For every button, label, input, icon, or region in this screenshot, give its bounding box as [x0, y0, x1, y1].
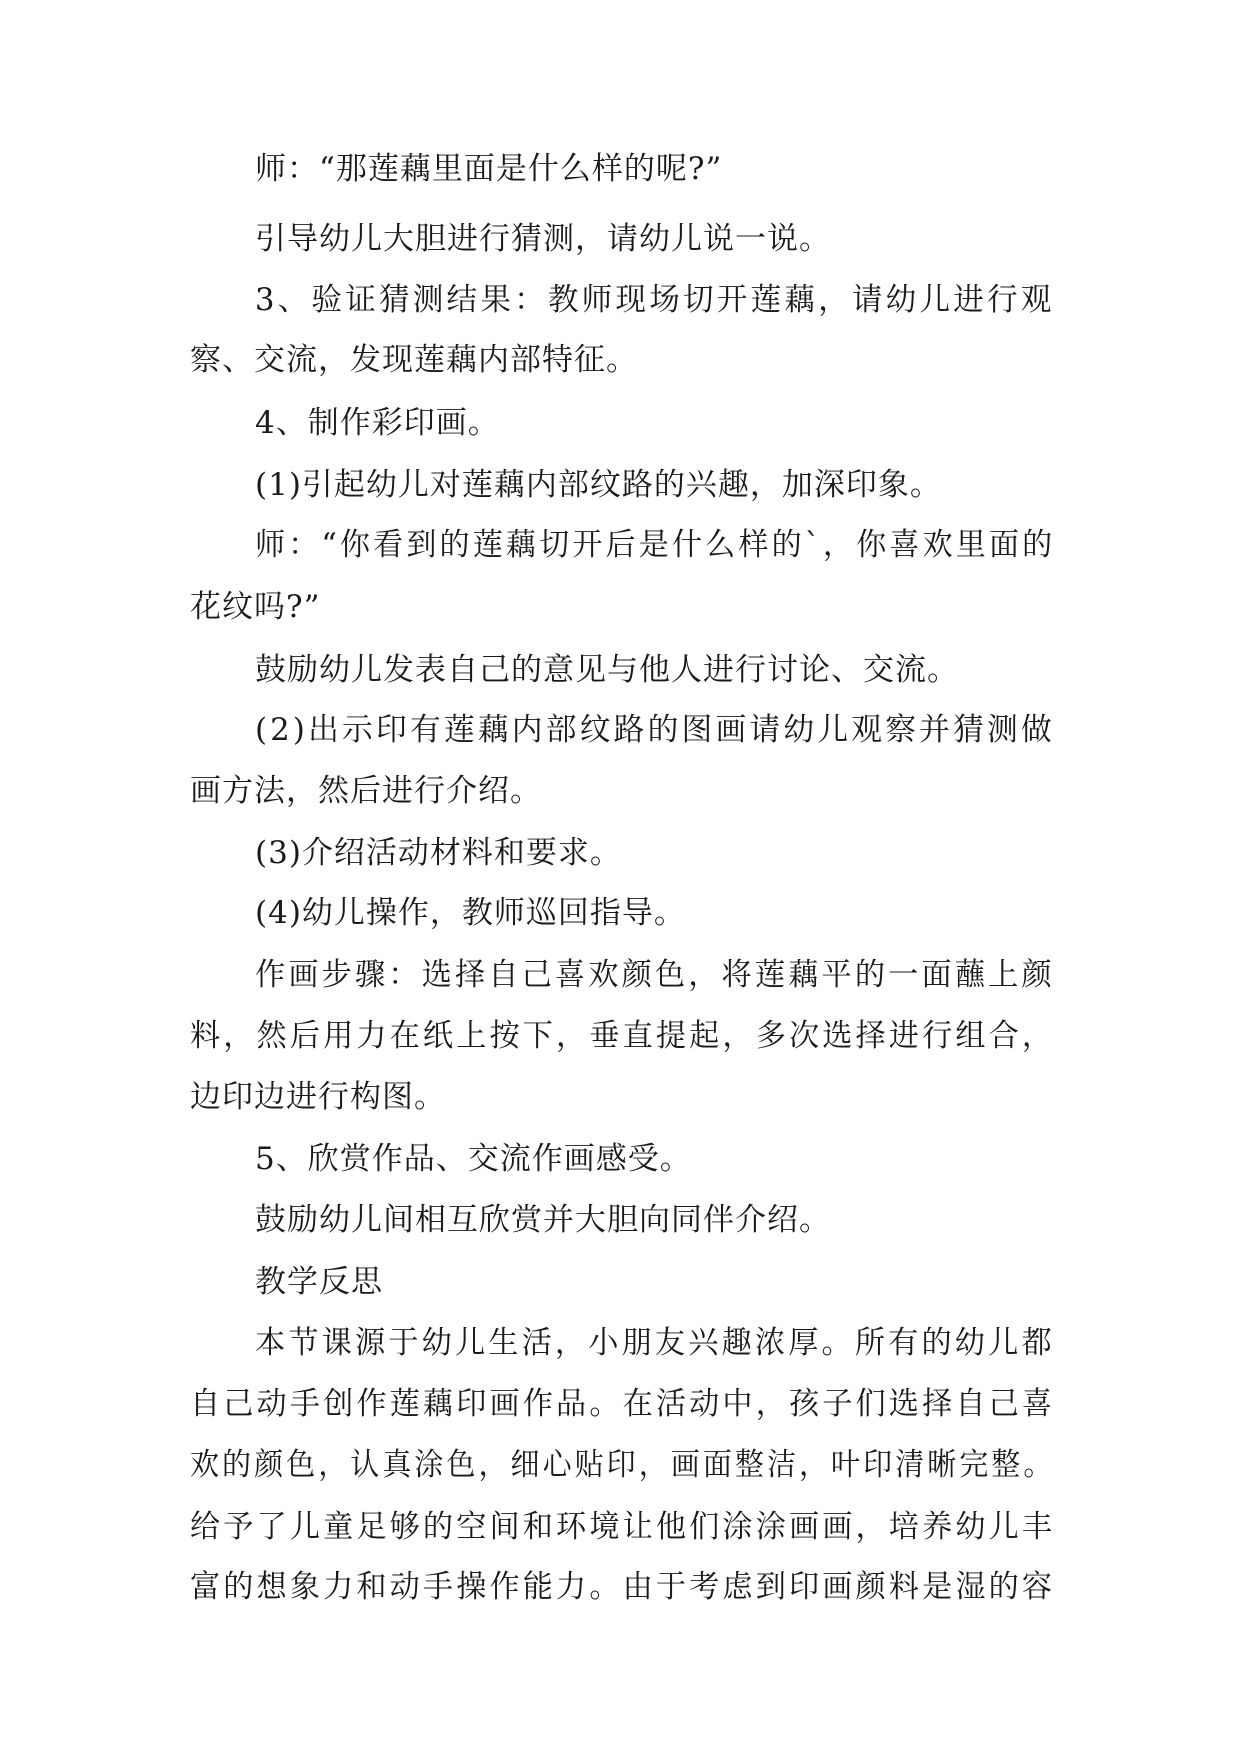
text-line: 4、制作彩印画。 — [255, 405, 500, 441]
text-line: 花纹吗?” — [190, 589, 321, 625]
text-line: (4)幼儿操作，教师巡回指导。 — [255, 895, 686, 931]
text-line: 鼓励幼儿间相互欣赏并大胆向同伴介绍。 — [255, 1202, 831, 1238]
text-line: 5、欣赏作品、交流作画感受。 — [255, 1141, 692, 1177]
text-line: 本节课源于幼儿生活，小朋友兴趣浓厚。所有的幼儿都 — [255, 1325, 1055, 1361]
text-line: 欢的颜色，认真涂色，细心贴印，画面整洁，叶印清晰完整。 — [190, 1447, 1056, 1483]
text-line: 3、验证猜测结果：教师现场切开莲藕，请幼儿进行观 — [255, 282, 1055, 318]
text-line: (3)介绍活动材料和要求。 — [255, 835, 622, 871]
text-line: 察、交流，发现莲藕内部特征。 — [190, 342, 638, 378]
text-line: 边印边进行构图。 — [190, 1079, 446, 1115]
text-line: 鼓励幼儿发表自己的意见与他人进行讨论、交流。 — [255, 652, 959, 688]
section-heading: 教学反思 — [255, 1264, 383, 1300]
text-line: 引导幼儿大胆进行猜测，请幼儿说一说。 — [255, 221, 831, 257]
text-line: (2)出示印有莲藕内部纹路的图画请幼儿观察并猜测做 — [255, 712, 1055, 748]
text-line: 师：“那莲藕里面是什么样的呢?” — [255, 151, 723, 187]
text-line: 师：“你看到的莲藕切开后是什么样的`，你喜欢里面的 — [255, 527, 1056, 563]
text-line: (1)引起幼儿对莲藕内部纹路的兴趣，加深印象。 — [255, 467, 942, 503]
text-line: 作画步骤：选择自己喜欢颜色，将莲藕平的一面蘸上颜 — [255, 957, 1055, 993]
text-line: 料，然后用力在纸上按下，垂直提起，多次选择进行组合， — [190, 1018, 1056, 1054]
text-line: 自己动手创作莲藕印画作品。在活动中，孩子们选择自己喜 — [190, 1386, 1056, 1422]
text-line: 富的想象力和动手操作能力。由于考虑到印画颜料是湿的容 — [190, 1569, 1056, 1605]
text-line: 给予了儿童足够的空间和环境让他们涂涂画画，培养幼儿丰 — [190, 1509, 1056, 1545]
text-line: 画方法，然后进行介绍。 — [190, 773, 542, 809]
